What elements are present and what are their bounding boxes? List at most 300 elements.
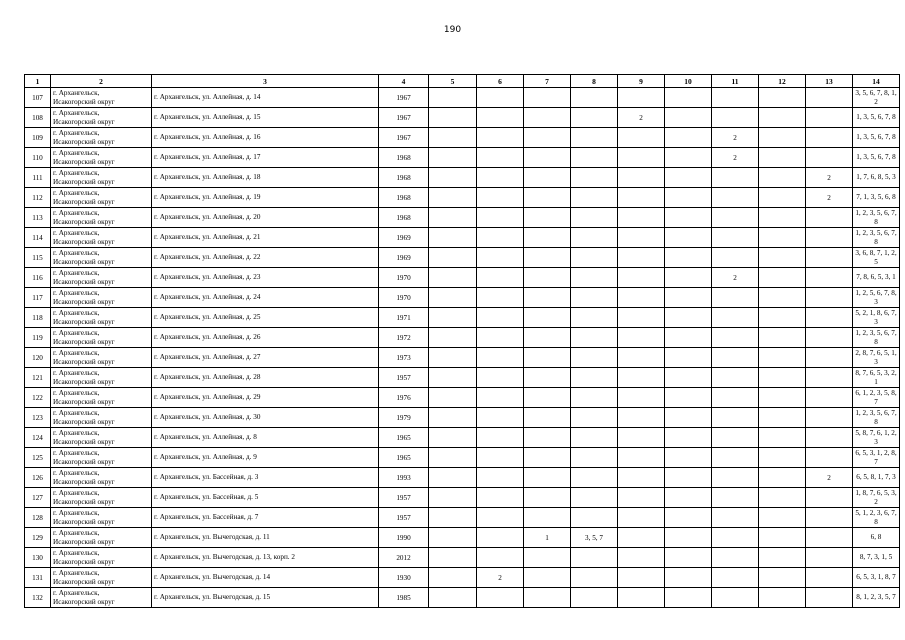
col14-cell: 1, 2, 3, 5, 6, 7, 8 bbox=[853, 228, 900, 248]
year-cell: 1979 bbox=[379, 408, 429, 428]
col6-cell bbox=[477, 508, 524, 528]
row-number-cell: 131 bbox=[25, 568, 51, 588]
col12-cell bbox=[759, 288, 806, 308]
table-row bbox=[25, 468, 900, 488]
col14-cell: 1, 2, 3, 5, 6, 7, 8 bbox=[853, 408, 900, 428]
year-cell: 1972 bbox=[379, 328, 429, 348]
col11-cell bbox=[712, 588, 759, 608]
col5-cell bbox=[429, 488, 477, 508]
col7-cell bbox=[524, 568, 571, 588]
col6-cell bbox=[477, 588, 524, 608]
col10-cell bbox=[665, 168, 712, 188]
col12-cell bbox=[759, 568, 806, 588]
address-cell: г. Архангельск, ул. Аллейная, д. 20 bbox=[152, 208, 379, 228]
row-number-cell: 107 bbox=[25, 88, 51, 108]
table-row bbox=[25, 228, 900, 248]
col12-cell bbox=[759, 588, 806, 608]
column-header: 13 bbox=[806, 75, 853, 88]
col8-cell bbox=[571, 448, 618, 468]
col6-cell bbox=[477, 248, 524, 268]
column-header: 7 bbox=[524, 75, 571, 88]
col5-cell bbox=[429, 508, 477, 528]
col9-cell: 2 bbox=[618, 108, 665, 128]
col6-cell bbox=[477, 468, 524, 488]
col7-cell bbox=[524, 208, 571, 228]
col7-cell bbox=[524, 268, 571, 288]
col14-cell: 5, 8, 7, 6, 1, 2, 3 bbox=[853, 428, 900, 448]
col11-cell: 2 bbox=[712, 128, 759, 148]
col11-cell: 2 bbox=[712, 148, 759, 168]
row-number-cell: 127 bbox=[25, 488, 51, 508]
col10-cell bbox=[665, 408, 712, 428]
col11-cell bbox=[712, 188, 759, 208]
col6-cell bbox=[477, 188, 524, 208]
col8-cell bbox=[571, 428, 618, 448]
col6-cell bbox=[477, 308, 524, 328]
col13-cell bbox=[806, 248, 853, 268]
col11-cell bbox=[712, 568, 759, 588]
col13-cell: 2 bbox=[806, 188, 853, 208]
col9-cell bbox=[618, 188, 665, 208]
col8-cell bbox=[571, 508, 618, 528]
row-number-cell: 112 bbox=[25, 188, 51, 208]
year-cell: 1957 bbox=[379, 508, 429, 528]
col10-cell bbox=[665, 448, 712, 468]
address-cell: г. Архангельск, ул. Аллейная, д. 18 bbox=[152, 168, 379, 188]
col8-cell bbox=[571, 368, 618, 388]
col8-cell bbox=[571, 208, 618, 228]
table-row bbox=[25, 568, 900, 588]
col11-cell bbox=[712, 508, 759, 528]
col12-cell bbox=[759, 528, 806, 548]
year-cell: 1969 bbox=[379, 228, 429, 248]
col6-cell bbox=[477, 128, 524, 148]
col10-cell bbox=[665, 528, 712, 548]
col10-cell bbox=[665, 548, 712, 568]
col11-cell bbox=[712, 88, 759, 108]
year-cell: 1967 bbox=[379, 108, 429, 128]
table-row bbox=[25, 128, 900, 148]
col7-cell bbox=[524, 348, 571, 368]
year-cell: 1973 bbox=[379, 348, 429, 368]
col10-cell bbox=[665, 328, 712, 348]
col9-cell bbox=[618, 228, 665, 248]
address-cell: г. Архангельск, ул. Бассейная, д. 3 bbox=[152, 468, 379, 488]
col11-cell bbox=[712, 308, 759, 328]
address-cell: г. Архангельск, ул. Бассейная, д. 7 bbox=[152, 508, 379, 528]
col9-cell bbox=[618, 308, 665, 328]
col6-cell bbox=[477, 108, 524, 128]
col8-cell bbox=[571, 548, 618, 568]
col12-cell bbox=[759, 168, 806, 188]
row-number-cell: 110 bbox=[25, 148, 51, 168]
col13-cell bbox=[806, 148, 853, 168]
table-row bbox=[25, 348, 900, 368]
col6-cell bbox=[477, 408, 524, 428]
row-number-cell: 124 bbox=[25, 428, 51, 448]
col12-cell bbox=[759, 148, 806, 168]
col12-cell bbox=[759, 88, 806, 108]
row-number-cell: 120 bbox=[25, 348, 51, 368]
col5-cell bbox=[429, 568, 477, 588]
column-header: 12 bbox=[759, 75, 806, 88]
col13-cell bbox=[806, 488, 853, 508]
col8-cell bbox=[571, 488, 618, 508]
col12-cell bbox=[759, 328, 806, 348]
col5-cell bbox=[429, 308, 477, 328]
col7-cell bbox=[524, 508, 571, 528]
col10-cell bbox=[665, 208, 712, 228]
col12-cell bbox=[759, 348, 806, 368]
row-number-cell: 119 bbox=[25, 328, 51, 348]
table-body bbox=[25, 88, 900, 608]
col11-cell bbox=[712, 108, 759, 128]
col14-cell: 5, 1, 2, 3, 6, 7, 8 bbox=[853, 508, 900, 528]
col10-cell bbox=[665, 268, 712, 288]
col11-cell bbox=[712, 228, 759, 248]
col7-cell bbox=[524, 468, 571, 488]
col9-cell bbox=[618, 148, 665, 168]
column-header: 2 bbox=[51, 75, 152, 88]
column-header: 4 bbox=[379, 75, 429, 88]
col8-cell bbox=[571, 268, 618, 288]
year-cell: 1957 bbox=[379, 488, 429, 508]
col10-cell bbox=[665, 148, 712, 168]
address-cell: г. Архангельск, ул. Аллейная, д. 26 bbox=[152, 328, 379, 348]
col13-cell bbox=[806, 208, 853, 228]
col6-cell bbox=[477, 428, 524, 448]
col7-cell bbox=[524, 328, 571, 348]
address-cell: г. Архангельск, ул. Аллейная, д. 23 bbox=[152, 268, 379, 288]
district-cell: г. Архангельск, Исакогорский округ bbox=[51, 148, 152, 168]
col14-cell: 1, 3, 5, 6, 7, 8 bbox=[853, 148, 900, 168]
col11-cell bbox=[712, 328, 759, 348]
col13-cell bbox=[806, 348, 853, 368]
col8-cell bbox=[571, 88, 618, 108]
district-cell: г. Архангельск, Исакогорский округ bbox=[51, 208, 152, 228]
col7-cell bbox=[524, 188, 571, 208]
col10-cell bbox=[665, 128, 712, 148]
table-row bbox=[25, 408, 900, 428]
col8-cell bbox=[571, 148, 618, 168]
col11-cell bbox=[712, 468, 759, 488]
col14-cell: 6, 5, 3, 1, 2, 8, 7 bbox=[853, 448, 900, 468]
address-cell: г. Архангельск, ул. Аллейная, д. 9 bbox=[152, 448, 379, 468]
year-cell: 1967 bbox=[379, 128, 429, 148]
year-cell: 1990 bbox=[379, 528, 429, 548]
col5-cell bbox=[429, 528, 477, 548]
address-cell: г. Архангельск, ул. Аллейная, д. 22 bbox=[152, 248, 379, 268]
col9-cell bbox=[618, 408, 665, 428]
table-row bbox=[25, 528, 900, 548]
col11-cell bbox=[712, 528, 759, 548]
address-cell: г. Архангельск, ул. Вычегодская, д. 13, корп. 2 bbox=[152, 548, 379, 568]
col13-cell bbox=[806, 388, 853, 408]
col7-cell bbox=[524, 488, 571, 508]
col6-cell bbox=[477, 208, 524, 228]
col13-cell bbox=[806, 588, 853, 608]
table-row bbox=[25, 88, 900, 108]
col8-cell bbox=[571, 108, 618, 128]
col14-cell: 7, 1, 3, 5, 6, 8 bbox=[853, 188, 900, 208]
district-cell: г. Архангельск, Исакогорский округ bbox=[51, 368, 152, 388]
col13-cell bbox=[806, 128, 853, 148]
col5-cell bbox=[429, 248, 477, 268]
col9-cell bbox=[618, 288, 665, 308]
col14-cell: 3, 6, 8, 7, 1, 2, 5 bbox=[853, 248, 900, 268]
col12-cell bbox=[759, 548, 806, 568]
col12-cell bbox=[759, 308, 806, 328]
district-cell: г. Архангельск, Исакогорский округ bbox=[51, 308, 152, 328]
col9-cell bbox=[618, 268, 665, 288]
col10-cell bbox=[665, 428, 712, 448]
col7-cell bbox=[524, 388, 571, 408]
col12-cell bbox=[759, 468, 806, 488]
col5-cell bbox=[429, 188, 477, 208]
col5-cell bbox=[429, 468, 477, 488]
table-row bbox=[25, 328, 900, 348]
row-number-cell: 116 bbox=[25, 268, 51, 288]
col14-cell: 7, 8, 6, 5, 3, 1 bbox=[853, 268, 900, 288]
col9-cell bbox=[618, 88, 665, 108]
row-number-cell: 123 bbox=[25, 408, 51, 428]
col11-cell bbox=[712, 168, 759, 188]
col7-cell bbox=[524, 428, 571, 448]
table-row bbox=[25, 288, 900, 308]
year-cell: 1993 bbox=[379, 468, 429, 488]
col12-cell bbox=[759, 448, 806, 468]
col11-cell bbox=[712, 368, 759, 388]
district-cell: г. Архангельск, Исакогорский округ bbox=[51, 248, 152, 268]
col6-cell bbox=[477, 368, 524, 388]
col5-cell bbox=[429, 168, 477, 188]
table-row bbox=[25, 428, 900, 448]
table-row bbox=[25, 148, 900, 168]
col9-cell bbox=[618, 348, 665, 368]
address-cell: г. Архангельск, ул. Аллейная, д. 21 bbox=[152, 228, 379, 248]
col11-cell bbox=[712, 208, 759, 228]
col6-cell bbox=[477, 448, 524, 468]
year-cell: 1970 bbox=[379, 288, 429, 308]
col6-cell bbox=[477, 88, 524, 108]
col7-cell bbox=[524, 88, 571, 108]
col8-cell bbox=[571, 248, 618, 268]
row-number-cell: 117 bbox=[25, 288, 51, 308]
col13-cell bbox=[806, 548, 853, 568]
col9-cell bbox=[618, 248, 665, 268]
col14-cell: 1, 2, 3, 5, 6, 7, 8 bbox=[853, 208, 900, 228]
col14-cell: 1, 3, 5, 6, 7, 8 bbox=[853, 128, 900, 148]
col13-cell bbox=[806, 428, 853, 448]
col11-cell bbox=[712, 348, 759, 368]
col12-cell bbox=[759, 428, 806, 448]
col7-cell bbox=[524, 108, 571, 128]
address-cell: г. Архангельск, ул. Аллейная, д. 8 bbox=[152, 428, 379, 448]
col10-cell bbox=[665, 288, 712, 308]
col5-cell bbox=[429, 208, 477, 228]
year-cell: 1968 bbox=[379, 148, 429, 168]
col11-cell bbox=[712, 248, 759, 268]
address-cell: г. Архангельск, ул. Аллейная, д. 15 bbox=[152, 108, 379, 128]
col9-cell bbox=[618, 168, 665, 188]
row-number-cell: 129 bbox=[25, 528, 51, 548]
col11-cell bbox=[712, 288, 759, 308]
col5-cell bbox=[429, 408, 477, 428]
address-cell: г. Архангельск, ул. Аллейная, д. 16 bbox=[152, 128, 379, 148]
col12-cell bbox=[759, 368, 806, 388]
col6-cell bbox=[477, 488, 524, 508]
col10-cell bbox=[665, 508, 712, 528]
col14-cell: 1, 7, 6, 8, 5, 3 bbox=[853, 168, 900, 188]
row-number-cell: 128 bbox=[25, 508, 51, 528]
col14-cell: 6, 5, 8, 1, 7, 3 bbox=[853, 468, 900, 488]
table-row bbox=[25, 248, 900, 268]
col10-cell bbox=[665, 308, 712, 328]
col7-cell bbox=[524, 168, 571, 188]
col7-cell bbox=[524, 408, 571, 428]
col5-cell bbox=[429, 108, 477, 128]
row-number-cell: 126 bbox=[25, 468, 51, 488]
col8-cell bbox=[571, 388, 618, 408]
district-cell: г. Архангельск, Исакогорский округ bbox=[51, 568, 152, 588]
col14-cell: 1, 3, 5, 6, 7, 8 bbox=[853, 108, 900, 128]
col13-cell: 2 bbox=[806, 468, 853, 488]
row-number-cell: 111 bbox=[25, 168, 51, 188]
col5-cell bbox=[429, 328, 477, 348]
year-cell: 1969 bbox=[379, 248, 429, 268]
col8-cell bbox=[571, 468, 618, 488]
row-number-cell: 125 bbox=[25, 448, 51, 468]
district-cell: г. Архангельск, Исакогорский округ bbox=[51, 268, 152, 288]
col13-cell bbox=[806, 328, 853, 348]
table-row bbox=[25, 168, 900, 188]
col13-cell bbox=[806, 408, 853, 428]
row-number-cell: 108 bbox=[25, 108, 51, 128]
district-cell: г. Архангельск, Исакогорский округ bbox=[51, 428, 152, 448]
col12-cell bbox=[759, 108, 806, 128]
col8-cell bbox=[571, 308, 618, 328]
col5-cell bbox=[429, 268, 477, 288]
column-header: 3 bbox=[152, 75, 379, 88]
table-row bbox=[25, 208, 900, 228]
row-number-cell: 130 bbox=[25, 548, 51, 568]
address-cell: г. Архангельск, ул. Вычегодская, д. 14 bbox=[152, 568, 379, 588]
col14-cell: 1, 2, 3, 5, 6, 7, 8 bbox=[853, 328, 900, 348]
table-row bbox=[25, 268, 900, 288]
col12-cell bbox=[759, 388, 806, 408]
col5-cell bbox=[429, 368, 477, 388]
col11-cell bbox=[712, 448, 759, 468]
column-header: 1 bbox=[25, 75, 51, 88]
district-cell: г. Архангельск, Исакогорский округ bbox=[51, 488, 152, 508]
district-cell: г. Архангельск, Исакогорский округ bbox=[51, 388, 152, 408]
col9-cell bbox=[618, 328, 665, 348]
col5-cell bbox=[429, 588, 477, 608]
address-cell: г. Архангельск, ул. Аллейная, д. 17 bbox=[152, 148, 379, 168]
col9-cell bbox=[618, 128, 665, 148]
col12-cell bbox=[759, 268, 806, 288]
col7-cell: 1 bbox=[524, 528, 571, 548]
col9-cell bbox=[618, 508, 665, 528]
table-row bbox=[25, 548, 900, 568]
col14-cell: 8, 1, 2, 3, 5, 7 bbox=[853, 588, 900, 608]
col14-cell: 1, 8, 7, 6, 5, 3, 2 bbox=[853, 488, 900, 508]
district-cell: г. Архангельск, Исакогорский округ bbox=[51, 88, 152, 108]
district-cell: г. Архангельск, Исакогорский округ bbox=[51, 228, 152, 248]
year-cell: 1976 bbox=[379, 388, 429, 408]
district-cell: г. Архангельск, Исакогорский округ bbox=[51, 448, 152, 468]
col13-cell bbox=[806, 228, 853, 248]
col13-cell bbox=[806, 568, 853, 588]
col5-cell bbox=[429, 428, 477, 448]
col10-cell bbox=[665, 568, 712, 588]
table-row bbox=[25, 448, 900, 468]
row-number-cell: 115 bbox=[25, 248, 51, 268]
district-cell: г. Архангельск, Исакогорский округ bbox=[51, 348, 152, 368]
row-number-cell: 121 bbox=[25, 368, 51, 388]
year-cell: 1970 bbox=[379, 268, 429, 288]
col7-cell bbox=[524, 148, 571, 168]
year-cell: 1965 bbox=[379, 448, 429, 468]
col10-cell bbox=[665, 108, 712, 128]
col5-cell bbox=[429, 128, 477, 148]
col9-cell bbox=[618, 208, 665, 228]
col13-cell bbox=[806, 88, 853, 108]
col6-cell bbox=[477, 228, 524, 248]
year-cell: 1965 bbox=[379, 428, 429, 448]
col8-cell bbox=[571, 568, 618, 588]
district-cell: г. Архангельск, Исакогорский округ bbox=[51, 468, 152, 488]
address-cell: г. Архангельск, ул. Аллейная, д. 25 bbox=[152, 308, 379, 328]
col9-cell bbox=[618, 468, 665, 488]
col10-cell bbox=[665, 348, 712, 368]
col14-cell: 6, 8 bbox=[853, 528, 900, 548]
col7-cell bbox=[524, 308, 571, 328]
col8-cell bbox=[571, 288, 618, 308]
district-cell: г. Архангельск, Исакогорский округ bbox=[51, 188, 152, 208]
col9-cell bbox=[618, 488, 665, 508]
col11-cell bbox=[712, 548, 759, 568]
col9-cell bbox=[618, 368, 665, 388]
col8-cell bbox=[571, 348, 618, 368]
table-row bbox=[25, 108, 900, 128]
row-number-cell: 113 bbox=[25, 208, 51, 228]
col13-cell: 2 bbox=[806, 168, 853, 188]
col14-cell: 6, 5, 3, 1, 8, 7 bbox=[853, 568, 900, 588]
column-header: 11 bbox=[712, 75, 759, 88]
col14-cell: 5, 2, 1, 8, 6, 7, 3 bbox=[853, 308, 900, 328]
col12-cell bbox=[759, 408, 806, 428]
district-cell: г. Архангельск, Исакогорский округ bbox=[51, 288, 152, 308]
col9-cell bbox=[618, 588, 665, 608]
col10-cell bbox=[665, 88, 712, 108]
col13-cell bbox=[806, 448, 853, 468]
year-cell: 1967 bbox=[379, 88, 429, 108]
table-row bbox=[25, 488, 900, 508]
district-cell: г. Архангельск, Исакогорский округ bbox=[51, 408, 152, 428]
year-cell: 1968 bbox=[379, 208, 429, 228]
district-cell: г. Архангельск, Исакогорский округ bbox=[51, 128, 152, 148]
year-cell: 2012 bbox=[379, 548, 429, 568]
col10-cell bbox=[665, 468, 712, 488]
col8-cell bbox=[571, 328, 618, 348]
district-cell: г. Архангельск, Исакогорский округ bbox=[51, 508, 152, 528]
col6-cell bbox=[477, 328, 524, 348]
col5-cell bbox=[429, 288, 477, 308]
table-row bbox=[25, 368, 900, 388]
col10-cell bbox=[665, 488, 712, 508]
col12-cell bbox=[759, 248, 806, 268]
